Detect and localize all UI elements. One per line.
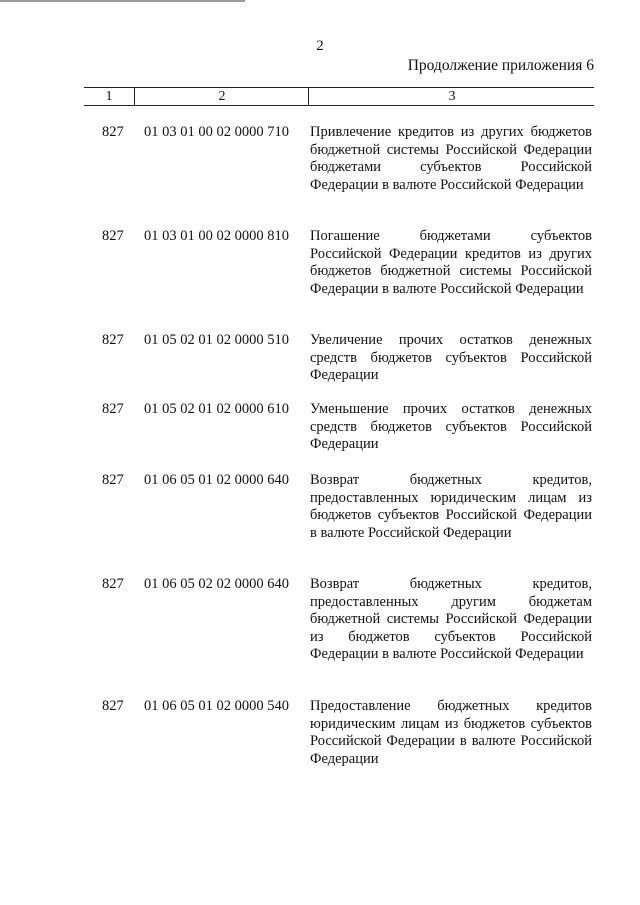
- column-header-3: 3: [308, 88, 595, 105]
- admin-code: 827: [102, 124, 124, 140]
- source-name: Увеличение прочих остатков денежных средств бюджетов субъектов Российской Федерации: [310, 332, 592, 383]
- admin-code: 827: [102, 698, 124, 714]
- source-name: Погашение бюджетами субъектов Российской Федерации кредитов из других бюджетов бюджетной системы Российской Федерации в валюте Российской Федерации: [310, 228, 592, 297]
- source-name: Привлечение кредитов из других бюджетов бюджетной системы Российской Федерации бюджетами субъектов Российской Федерации в валюте Российской Федерации: [310, 124, 592, 193]
- admin-code: 827: [102, 472, 124, 488]
- source-name: Предоставление бюджетных кредитов юридическим лицам из бюджетов субъектов Российской Федерации в валюте Российской Федерации: [310, 698, 592, 767]
- source-name: Уменьшение прочих остатков денежных средств бюджетов субъектов Российской Федерации: [310, 401, 592, 452]
- budget-code: 01 06 05 02 02 0000 640: [144, 576, 289, 592]
- page-number: 2: [316, 38, 324, 54]
- source-name: Возврат бюджетных кредитов, предоставленных юридическим лицам из бюджетов субъектов Российской Федерации в валюте Российской Федерации: [310, 472, 592, 541]
- column-header-2: 2: [134, 88, 309, 105]
- budget-code: 01 05 02 01 02 0000 610: [144, 401, 289, 417]
- budget-code: 01 03 01 00 02 0000 710: [144, 124, 289, 140]
- admin-code: 827: [102, 332, 124, 348]
- column-header-1: 1: [105, 89, 113, 104]
- budget-code: 01 06 05 01 02 0000 540: [144, 698, 289, 714]
- top-rule: [0, 0, 245, 2]
- source-name: Возврат бюджетных кредитов, предоставленных другим бюджетам бюджетной системы Российской Федерации из бюджетов субъектов Российской Федерации в валюте Российской Федерации: [310, 576, 592, 662]
- budget-code: 01 06 05 01 02 0000 640: [144, 472, 289, 488]
- admin-code: 827: [102, 401, 124, 417]
- continuation-heading: Продолжение приложения 6: [407, 57, 594, 74]
- budget-code: 01 03 01 00 02 0000 810: [144, 228, 289, 244]
- table-header: [84, 87, 594, 106]
- admin-code: 827: [102, 228, 124, 244]
- admin-code: 827: [102, 576, 124, 592]
- budget-code: 01 05 02 01 02 0000 510: [144, 332, 289, 348]
